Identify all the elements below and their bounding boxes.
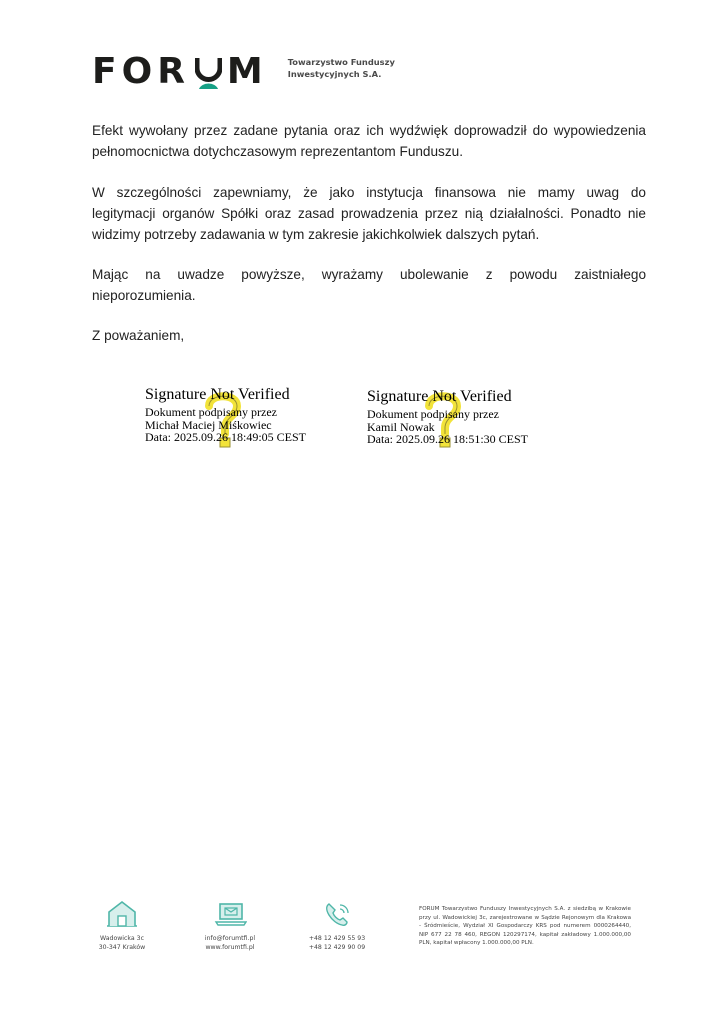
footer-address: Wadowicka 3c 30-347 Kraków (82, 900, 162, 952)
signature-date: Data: 2025.09.26 18:49:05 CEST (145, 430, 306, 444)
logo-u-mark (195, 56, 222, 89)
paragraph-3: Mając na uwadze powyższe, wyrażamy ubolewanie z powodu zaistniałego nieporozumienia. (92, 267, 646, 303)
footer-contact (190, 900, 270, 952)
logo-wordmark (92, 51, 268, 92)
signature-status: Signature Not Verified (145, 386, 290, 403)
footer-email[interactable]: info@forumtfi.pl (204, 935, 256, 942)
signature-signed-by: Dokument podpisany przez (145, 405, 277, 419)
signature-signed-by: Dokument podpisany przez (367, 407, 499, 421)
footer-phones: +48 12 429 55 93 +48 12 429 90 09 (297, 900, 377, 952)
footer-legal-info: FORUM Towarzystwo Funduszy Inwestycyjnych S.A. z siedzibą w Krakowie przy ul. Wadowickiej 3c, zarejestrowane w Sądzie Rejonowym dla Krakowa - Śródmieście, Wydział XI Gospodarczy KRS pod numerem 0000264440, NIP 677 22 78 460, REGON 120297174, kapitał zakładowy 1.000.000,00 PLN, kapitał wpłacony 1.000.000,00 PLN. (419, 906, 631, 947)
signature-block-2 (367, 388, 528, 446)
laptop-mail-icon (213, 900, 247, 928)
signature-status: Signature Not Verified (367, 388, 512, 405)
company-name: Towarzystwo Funduszy Inwestycyjnych S.A. (287, 57, 395, 79)
paragraph-2: W szczególności zapewniamy, że jako instytucja finansowa nie mamy uwag do legitymacji organów Spółki oraz zasad prowadzenia przez nią działalności. Ponadto nie widzimy potrzeby zadawania w tym zakresie jakichkolwiek dalszych pytań. (92, 185, 646, 242)
phone-icon (320, 900, 354, 928)
signature-signer-name: Kamil Nowak (367, 419, 435, 434)
signature-date: Data: 2025.09.26 18:51:30 CEST (367, 432, 528, 446)
logo-letters-for: FOR (92, 51, 190, 92)
company-logo (92, 51, 395, 92)
closing-line: Z poważaniem, (92, 328, 185, 343)
paragraph-1: Efekt wywołany przez zadane pytania oraz ich wydźwięk doprowadził do wypowiedzenia pełnomocnictwa dotychczasowym reprezentantom Funduszu. (92, 123, 646, 159)
building-icon (105, 900, 139, 928)
footer-website[interactable]: www.forumtfi.pl (205, 944, 255, 951)
signature-signer-name: Michał Maciej Miśkowiec (145, 417, 272, 432)
logo-letter-m: M (226, 51, 268, 92)
signature-block-1 (145, 386, 306, 444)
